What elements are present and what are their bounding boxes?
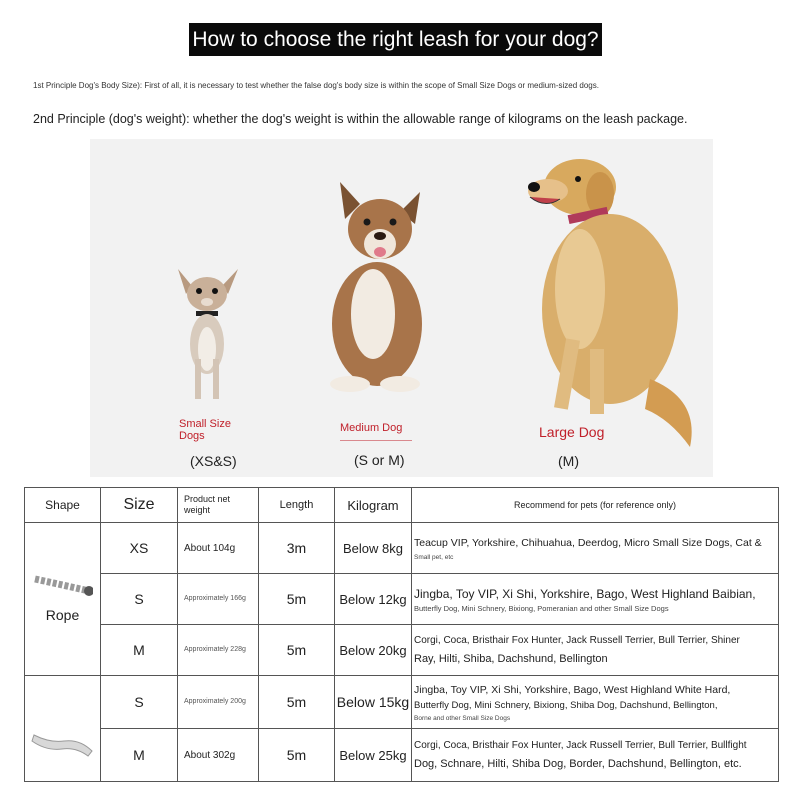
row-kilogram: Below 8kg [335, 523, 412, 574]
recommend-main: Corgi, Coca, Bristhair Fox Hunter, Jack Russell Terrier, Bull Terrier, Bullfight [414, 740, 747, 751]
recommend-main: Teacup VIP, Yorkshire, Chihuahua, Deerdog, Micro Small Size Dogs, Cat & [414, 537, 762, 549]
row-length: 5m [259, 625, 335, 676]
row-length: 5m [259, 574, 335, 625]
rope-label: Rope [45, 607, 80, 623]
leash-size-table [24, 487, 779, 782]
small-dog-size: (XS&S) [190, 453, 237, 469]
medium-dog-size: (S or M) [354, 452, 405, 468]
row-kilogram: Below 15kg [335, 676, 412, 729]
recommend-small: Small pet, etc [414, 554, 454, 561]
table-row [25, 574, 779, 625]
large-dog-label: Large Dog [539, 424, 605, 440]
row-size: S [101, 676, 178, 729]
row-weight: Approximately 200g [178, 676, 259, 729]
table-row [25, 523, 779, 574]
recommend-tiny: Borne and other Small Size Dogs [414, 714, 511, 722]
dog-size-comparison-photo [90, 139, 713, 477]
medium-dog-label: Medium Dog [340, 422, 403, 434]
recommend-main: Corgi, Coca, Bristhair Fox Hunter, Jack Russell Terrier, Bull Terrier, Shiner [414, 635, 740, 646]
small-dog-label-line2: Dogs [179, 430, 205, 442]
row-weight: About 302g [178, 729, 259, 782]
row-size: S [101, 574, 178, 625]
recommend-second: Dog, Schnare, Hilti, Shiba Dog, Border, Dachshund, Bellington, etc. [414, 758, 742, 770]
row-size: M [101, 625, 178, 676]
header-kilogram: Kilogram [335, 488, 412, 523]
header-shape: Shape [25, 488, 101, 523]
rope-leash-icon [33, 573, 93, 599]
row-weight: Approximately 228g [178, 625, 259, 676]
table-row [25, 676, 779, 729]
row-recommend [412, 625, 779, 676]
principle-1-text: 1st Principle Dog's Body Size): First of all, it is necessary to test whether the false dog's body size is within the scope of Small Size Dogs or medium-sized dogs. [33, 81, 599, 90]
table-row [25, 625, 779, 676]
header-weight: Product net weight [178, 488, 259, 523]
row-recommend [412, 676, 779, 729]
flat-shape-cell [25, 676, 101, 782]
row-size: XS [101, 523, 178, 574]
recommend-second: Butterfly Dog, Mini Schnery, Bixiong, Shiba Dog, Dachshund, Bellington, [414, 699, 718, 711]
row-recommend [412, 729, 779, 782]
row-recommend [412, 574, 779, 625]
row-length: 5m [259, 729, 335, 782]
recommend-small: Butterfly Dog, Mini Schnery, Bixiong, Pomeranian and other Small Size Dogs [414, 604, 669, 613]
row-weight: Approximately 166g [178, 574, 259, 625]
flat-leash-icon [30, 729, 96, 759]
chihuahua-image [170, 264, 245, 404]
header-size: Size [101, 488, 178, 523]
row-size: M [101, 729, 178, 782]
row-length: 3m [259, 523, 335, 574]
recommend-main: Jingba, Toy VIP, Xi Shi, Yorkshire, Bago, West Highland White Hard, [414, 683, 731, 696]
medium-dog-label-underline [340, 440, 412, 441]
table-header-row [25, 488, 779, 523]
principle-2-text: 2nd Principle (dog's weight): whether the dog's weight is within the allowable range of kilograms on the leash package. [33, 112, 688, 126]
small-dog-label-line1: Small Size [179, 418, 231, 430]
row-kilogram: Below 25kg [335, 729, 412, 782]
large-dog-size: (M) [558, 453, 579, 469]
recommend-main: Jingba, Toy VIP, Xi Shi, Yorkshire, Bago, West Highland Baibian, [414, 587, 756, 601]
small-dog-label [179, 418, 231, 442]
rope-shape-cell [25, 523, 101, 676]
header-length: Length [259, 488, 335, 523]
row-weight: About 104g [178, 523, 259, 574]
pitbull-image [315, 174, 445, 399]
row-kilogram: Below 12kg [335, 574, 412, 625]
header-recommend: Recommend for pets (for reference only) [412, 488, 779, 523]
golden-retriever-image [520, 149, 710, 449]
row-length: 5m [259, 676, 335, 729]
page-title: How to choose the right leash for your dog? [189, 23, 602, 56]
recommend-second: Ray, Hilti, Shiba, Dachshund, Bellington [414, 653, 608, 665]
row-recommend [412, 523, 779, 574]
row-kilogram: Below 20kg [335, 625, 412, 676]
table-row [25, 729, 779, 782]
